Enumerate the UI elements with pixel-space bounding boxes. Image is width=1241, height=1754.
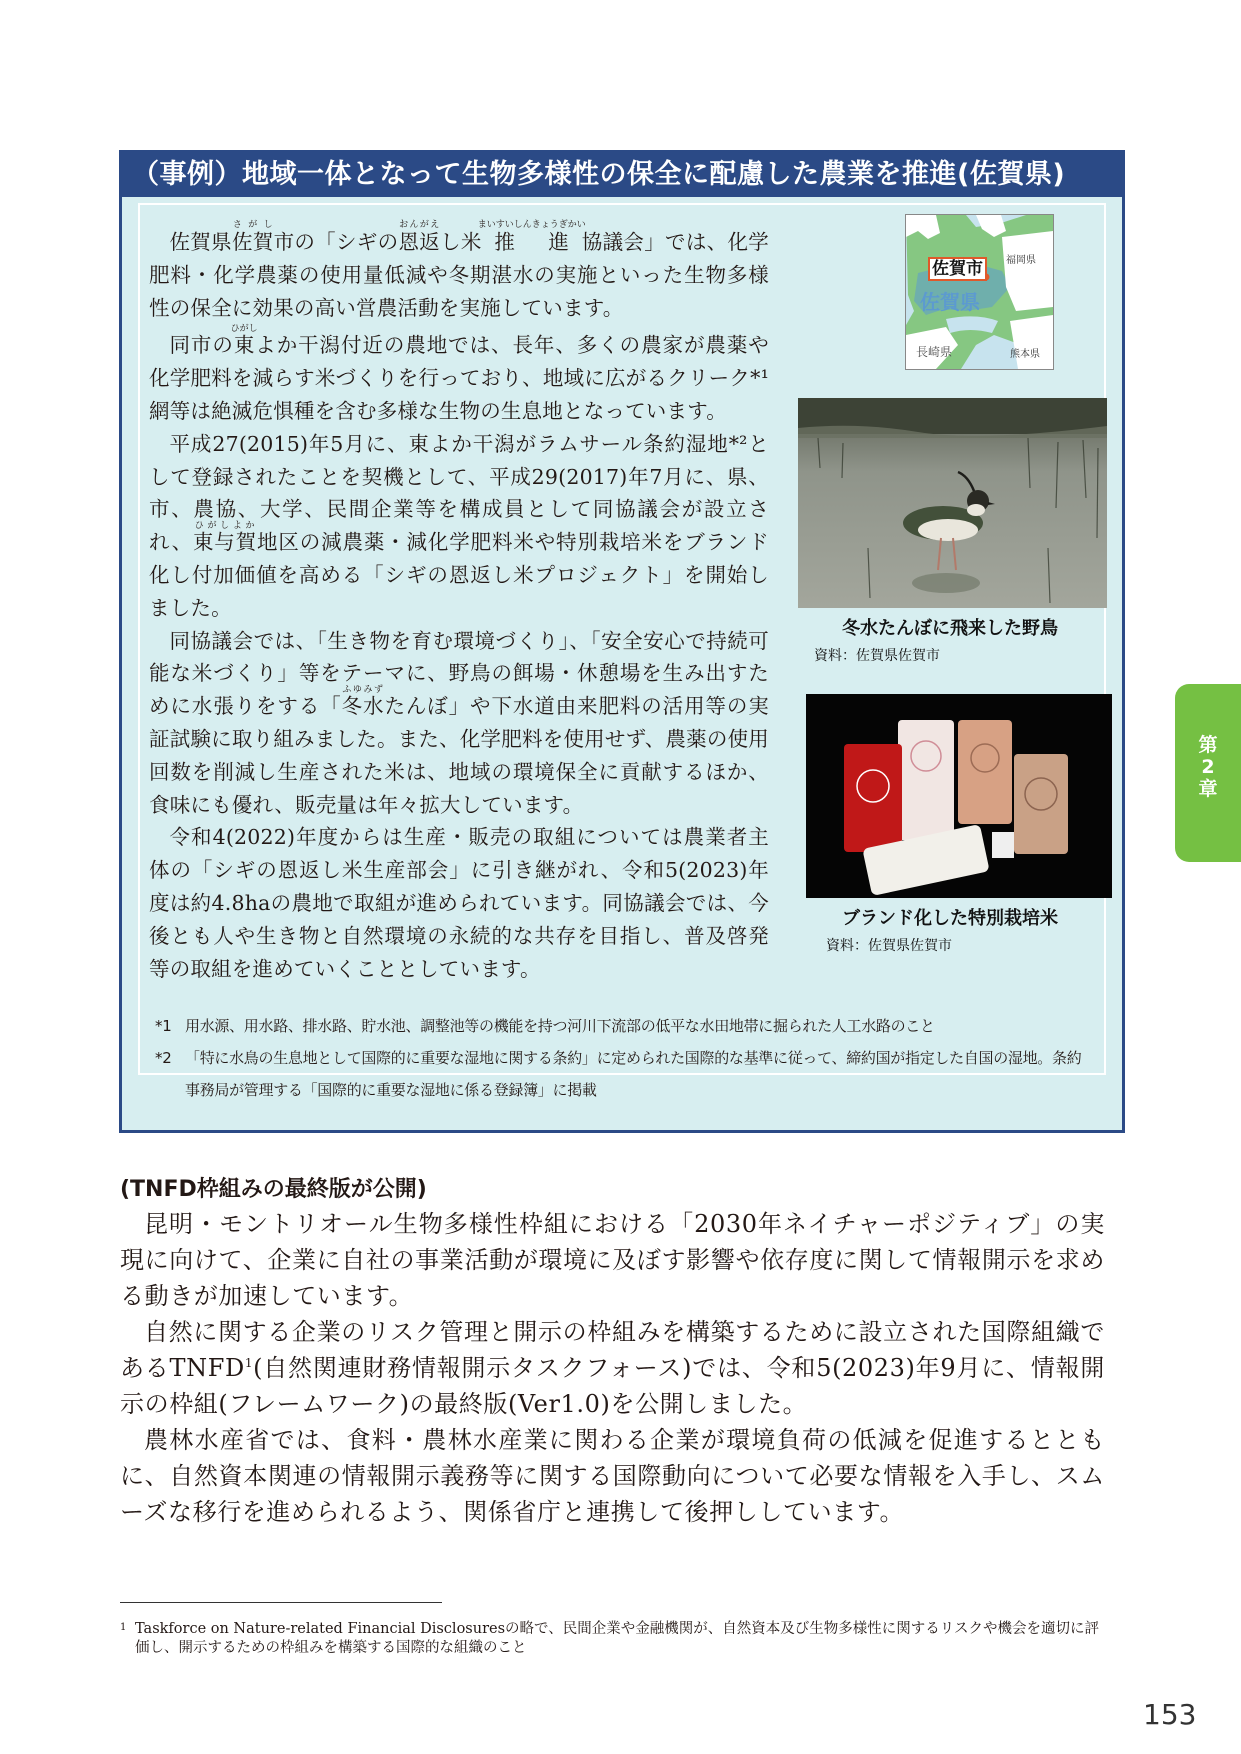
chapter-2-tab[interactable] [1175, 684, 1241, 862]
footnote-mark: *1 [155, 1017, 172, 1035]
saga-location-map [905, 214, 1054, 370]
case-footnotes [155, 1010, 1095, 1106]
section-paragraph-3: 農林水産省では、食料・農林水産業に関わる企業が環境負荷の低減を促進するとともに、自然資本関連の情報開示義務等に関する国際動向について必要な情報を入手し、スムーズな移行を進められるよう、関係省庁と連携して後押ししています。 [120, 1426, 1105, 1526]
map-fukuoka-label: 福岡県 [1006, 255, 1036, 266]
footnote-text: 「特に水鳥の生息地として国際的に重要な湿地に関する条約」に定められた国際的な基準に従って、締約国が指定した自国の湿地。条約事務局が管理する「国際的に重要な湿地に係る登録簿」に掲載 [185, 1049, 1082, 1099]
footnote-divider [120, 1602, 442, 1603]
case-study-title: （事例）地域一体となって生物多様性の保全に配慮した農業を推進(佐賀県) [122, 153, 1122, 197]
section-paragraph-1: 昆明・モントリオール生物多様性枠組における「2030年ネイチャーポジティブ」の実現に向けて、企業に自社の事業活動が環境に及ぼす影響や依存度に関して情報開示を求める動きが加速しています。 [120, 1210, 1105, 1310]
map-kumamoto-label: 熊本県 [1010, 349, 1040, 360]
case-study-body [149, 220, 769, 985]
case-paragraph-5: 令和4(2022)年度からは生産・販売の取組については農業者主体の「シギの恩返し米生産部会」に引き継がれ、令和5(2023)年度は約4.8haの農地で取組が進められています。同協議会では、今後とも人や生き物と自然環境の永続的な共存を目指し、普及啓発等の取組を進めていくこととしています。 [149, 825, 769, 981]
branded-rice-photo [806, 694, 1112, 898]
wild-bird-photo-source: 資料：佐賀県佐賀市 [814, 648, 940, 664]
chapter-tab-label: 第 2 章 [1198, 734, 1218, 800]
page-footnote-text: Taskforce on Nature-related Financial Disclosuresの略で、民間企業や金融機関が、自然資本及び生物多様性に関するリスクや機会を適切に評価し、開示するための枠組みを構築する国際的な組織のこと [135, 1621, 1099, 1656]
section-body [120, 1206, 1105, 1530]
map-nagasaki-label: 長崎県 [916, 345, 953, 359]
wild-bird-photo [798, 398, 1107, 608]
section-heading: (TNFD枠組みの最終版が公開) [120, 1177, 427, 1202]
map-prefecture-label: 佐賀県 [920, 290, 980, 314]
wild-bird-photo-caption: 冬水たんぼに飛来した野鳥 [842, 618, 1058, 639]
case-paragraph-4: 同協議会では、「生き物を育む環境づくり」、「安全安心で持続可能な米づくり」等をテーマに、野鳥の餌場・休憩場を生み出すために水張りをする「冬水ふゆみずたんぼ」や下水道由来肥料の活用等の実証試験に取り組みました。また、化学肥料を使用せず、農薬の使用回数を削減し生産された米は、地域の環境保全に貢献するほか、食味にも優れ、販売量は年々拡大しています。 [149, 628, 769, 817]
branded-rice-photo-source: 資料：佐賀県佐賀市 [826, 938, 952, 954]
branded-rice-photo-caption: ブランド化した特別栽培米 [842, 908, 1058, 929]
page-number: 153 [1143, 1698, 1197, 1731]
section-paragraph-2: 自然に関する企業のリスク管理と開示の枠組みを構築するために設立された国際組織であるTNFD$^1$(自然関連財務情報開示タスクフォース)では、令和5(2023)年9月に、情報開示の枠組(フレームワーク)の最終版(Ver1.0)を公開しました。 [120, 1318, 1105, 1418]
footnote-ref[interactable]: 1 [244, 1356, 254, 1370]
footnote-mark: *2 [155, 1049, 172, 1067]
footnote-text: 用水源、用水路、排水路、貯水池、調整池等の機能を持つ河川下流部の低平な水田地帯に掘られた人工水路のこと [185, 1017, 935, 1035]
map-city-label: 佐賀市 [928, 257, 987, 281]
case-paragraph-3: 平成27(2015)年5月に、東よか干潟がラムサール条約湿地*²として登録されたことを契機として、平成29(2017)年7月に、県、市、農協、大学、民間企業等を構成員として同協議会が設立され、東与賀ひがしよか地区の減農薬・減化学肥料米や特別栽培米をブランド化し付加価値を高める「シギの恩返し米プロジェクト」を開始しました。 [149, 431, 769, 620]
case-footnote [155, 1010, 1095, 1042]
page-footnote-number: 1 [120, 1622, 127, 1633]
case-paragraph-1: 佐賀県佐賀さ が し市の「シギの恩返おんがえし米推進まいすいしんきょうぎかい協議会」では、化学肥料・化学農薬の使用量低減や冬期湛水の実施といった生物多様性の保全に効果の高い営農活動を実施しています。 [149, 220, 769, 320]
case-footnote [155, 1042, 1095, 1106]
case-paragraph-2: 同市の東ひがしよか干潟付近の農地では、長年、多くの農家が農薬や化学肥料を減らす米づくりを行っており、地域に広がるクリーク*¹網等は絶滅危惧種を含む多様な生物の生息地となっています。 [149, 324, 769, 423]
page-footnote [120, 1620, 1105, 1658]
